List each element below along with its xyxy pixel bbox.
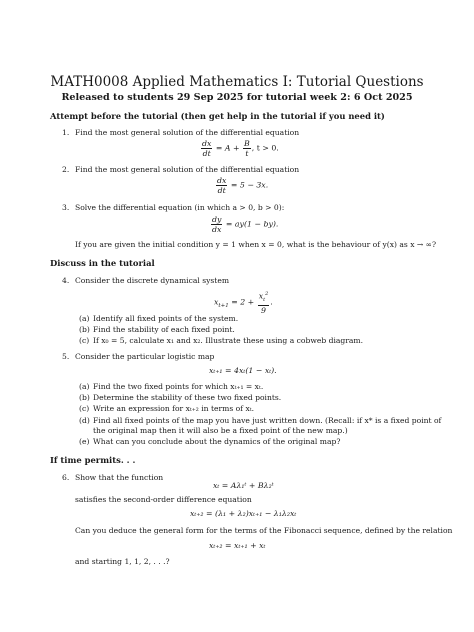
equation: xₜ = Aλ₁ᵗ + Bλ₂ᵗ bbox=[213, 481, 274, 490]
worksheet-page: MATH0008 Applied Mathematics I: Tutorial Questions Released to students 29 Sep 2025 for tutorial week 2: 6 Oct 2025 Attempt before the tutorial (then get help in the tutorial if you need it) 1. Find the most general solution of the differential equation $\frac{dx}{dt}$ = A + $\frac{B}{t}$ , t > 0. 2. Find the most general solution of the differential equation $\frac{dx}{dt}$ = 5 − 3x. 3. Solve the differential equation (in which a > 0, b > 0): $\frac{dy}{dx}$ = ay(1 − by). If you are given the initial condition y = 1 when x = 0, what is the behaviour of y(x) as x → ∞? Discuss in the tutorial 4. Consider the discrete dynamical system $x_{t+1} = 2$ + $\frac{x_t^2}{9}$ . (a) Identify all fixed points of the system. (b) Find the stability of each fixed point. (c) If x₀ = 5, calculate x₁ and x₂. Illustrate these using a cobweb diagram. 5. Consider the particular logistic map xₜ₊₁ = 4xₜ(1 − xₜ). (a) Find the two fixed points for which xₜ₊₁ = xₜ. (b) Determine the stability of these two fixed points. (c) Write an expression for xₜ₊₂ in terms of xₜ. (d) Find all fixed points of the map you have just written down. (Recall: if x* is a fixed point of the original map then it will also be a fixed point of the new map.) (e) What can you conclude about the dynamics of the original map? If time permits. . . 6. Show that the function xₜ = Aλ₁ᵗ + Bλ₂ᵗ satisfies the second-order difference equation xₜ₊₂ = (λ₁ + λ₂)xₜ₊₁ − λ₁λ₂xₜ Can you deduce the general form for the terms of the Fibonacci sequence, defined by the relation xₜ₊₂ = xₜ₊₁ + xₜ and starting 1, 1, 2, . . .? bbox=[0, 0, 474, 632]
equation: $\frac{dx}{dt}$ = A + $\frac{B}{t}$ , t > 0. bbox=[202, 139, 279, 158]
page-title: MATH0008 Applied Mathematics I: Tutorial Questions bbox=[50, 74, 424, 90]
question-number: 6. bbox=[62, 473, 70, 482]
question-text: Consider the discrete dynamical system bbox=[75, 276, 230, 285]
equation: xₜ₊₁ = 4xₜ(1 − xₜ). bbox=[209, 366, 277, 375]
question-text: Find the most general solution of the differential equation bbox=[75, 165, 300, 174]
equation: xₜ₊₂ = xₜ₊₁ + xₜ bbox=[209, 541, 266, 550]
equation: $\frac{dx}{dt}$ = 5 − 3x. bbox=[217, 176, 269, 195]
section-heading-time-permits: If time permits. . . bbox=[50, 455, 136, 465]
question-text: satisfies the second-order difference equation bbox=[75, 495, 252, 504]
equation: $\frac{dy}{dx}$ = ay(1 − by). bbox=[212, 215, 279, 234]
question-number: 4. bbox=[62, 276, 70, 285]
question-text: Show that the function bbox=[75, 473, 164, 482]
question-text: and starting 1, 1, 2, . . .? bbox=[75, 557, 170, 566]
question-number: 3. bbox=[62, 203, 70, 212]
question-number: 2. bbox=[62, 165, 70, 174]
section-heading-before: Attempt before the tutorial (then get help in the tutorial if you need it) bbox=[50, 111, 385, 121]
page-subtitle: Released to students 29 Sep 2025 for tutorial week 2: 6 Oct 2025 bbox=[61, 92, 413, 103]
question-text: Consider the particular logistic map bbox=[75, 352, 215, 361]
question-text: Solve the differential equation (in which a > 0, b > 0): bbox=[75, 203, 285, 212]
question-number: 1. bbox=[62, 128, 70, 137]
equation: $x_{t+1} = 2$ + $\frac{x_t^2}{9}$ . bbox=[214, 291, 273, 316]
question-followup: If you are given the initial condition y = 1 when x = 0, what is the behaviour of y(x) as x → ∞? bbox=[75, 240, 437, 249]
section-heading-discuss: Discuss in the tutorial bbox=[50, 258, 155, 268]
question-text: Can you deduce the general form for the terms of the Fibonacci sequence, defined by the relation bbox=[75, 526, 453, 535]
question-number: 5. bbox=[62, 352, 70, 361]
question-text: Find the most general solution of the differential equation bbox=[75, 128, 300, 137]
equation: xₜ₊₂ = (λ₁ + λ₂)xₜ₊₁ − λ₁λ₂xₜ bbox=[190, 509, 297, 518]
